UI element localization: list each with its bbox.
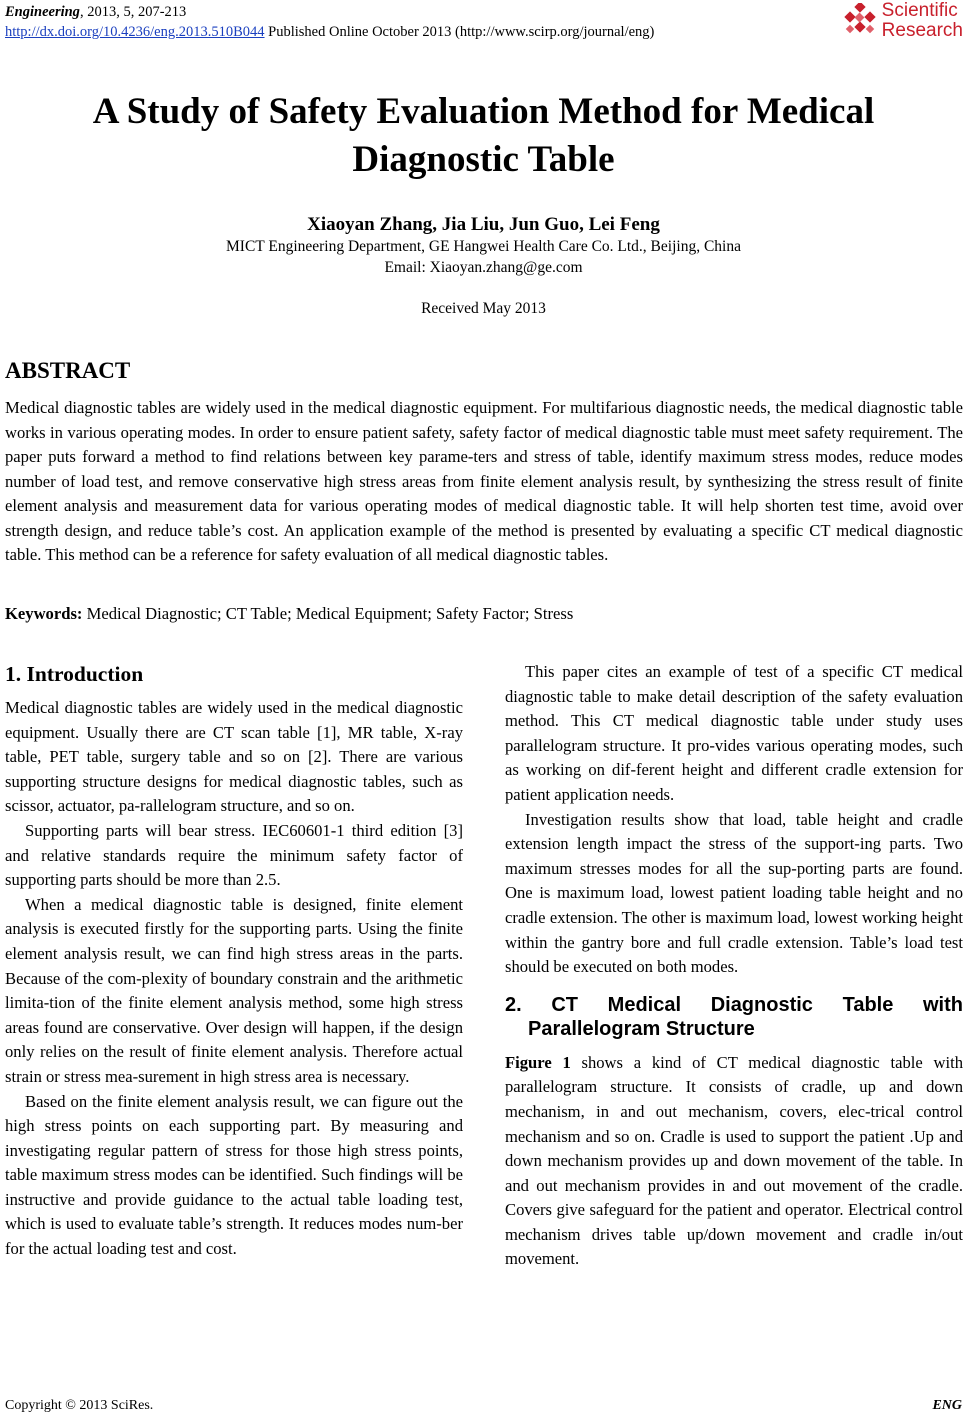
doi-link[interactable]: http://dx.doi.org/10.4236/eng.2013.510B044 — [5, 24, 265, 40]
journal-citation — [5, 2, 654, 22]
paragraph — [505, 1051, 963, 1272]
section-2-text: shows a kind of CT medical diagnostic table with parallelogram structure. It consists of cradle, up and down mechanism, in and out mechanism, covers, elec-trical control mechanism and so on. Cradle is used to support the patient .Up and down mechanism provides up and down movement of the table. In and out mechanism provides in and out movement of the cradle. Covers give safeguard for the patient and operator. Electrical control mechanism drives table up/down movement and cradle in/out movement. — [505, 1052, 963, 1269]
paragraph: Based on the finite element analysis result, we can figure out the high stress points on each supporting part. By measuring and investigating regular pattern of stress for those high stress points, table maximum stress modes can be identified. Such findings will be instructive and provide guidance to the actual table loading test, which is used to evaluate table’s strength. It reduces modes num-ber for the actual loading test and cost. — [5, 1091, 463, 1259]
logo-line-2: Research — [881, 20, 963, 41]
paragraph: Supporting parts will bear stress. IEC60601-1 third edition [3] and relative standards require the minimum safety factor of supporting parts should be more than 2.5. — [5, 820, 463, 890]
paragraph: Medical diagnostic tables are widely used in the medical diagnostic equipment. Usually there are CT scan table [1], MR table, X-ray table, PET table, surgery table and so on [2]. There are various supporting structure designs for medical diagnostic tables, such as scissor, actuator, pa-rallelogram structure, and so on. — [5, 698, 463, 816]
logo-line-1: Scientific — [881, 0, 958, 21]
running-header — [5, 2, 654, 42]
left-column — [5, 660, 463, 1262]
author-email: Email: Xiaoyan.zhang@ge.com — [384, 259, 583, 276]
published-online: Published Online October 2013 (http://www.scirp.org/journal/eng) — [264, 24, 655, 40]
author-list: Xiaoyan Zhang, Jia Liu, Jun Guo, Lei Feng — [307, 214, 660, 235]
paragraph: When a medical diagnostic table is designed, finite element analysis is executed firstly for the supporting parts. Using the finite element analysis result, we can find high stress areas in the parts. Because of the com-plexity of boundary constrain and the arithmetic limita-tion of the finite element analysis method, some high stress areas found are conservative. Over design will happen, if the design only relies on the result of finite element analysis. Therefore actual strain or stress mea-surement in high stress area is necessary. — [5, 894, 463, 1086]
doi-line — [5, 22, 654, 42]
citation-volume: , 2013, 5, 207-213 — [79, 4, 187, 20]
received-date: Received May 2013 — [421, 300, 546, 317]
publisher-logo — [842, 1, 963, 41]
keywords-text: Medical Diagnostic; CT Table; Medical Equipment; Safety Factor; Stress — [82, 604, 574, 623]
paper-title: A Study of Safety Evaluation Method for Medical Diagnostic Table — [92, 91, 875, 180]
abstract-text: Medical diagnostic tables are widely used in the medical diagnostic equipment. For multifarious diagnostic needs, the medical diagnostic table works in various operating modes. In order to ensure patient safety, safety factor of medical diagnostic table must meet safety requirement. The paper puts forward a method to find relations between key parame-ters and stress of table, identify maximum stress modes, reduce modes number of load test, and remove conservative high stress areas from finite element analysis result, by synthesizing the stress result of finite element analysis and measurement data for various operating modes of medical diagnostic table. It will help shorten test time, avoid over strength design, and reduce table’s cost. An application example of the method is presented by evaluating a specific CT medical diagnostic table. This method can be a reference for safety evaluation of all medical diagnostic tables. — [5, 398, 963, 564]
paragraph: This paper cites an example of test of a specific CT medical diagnostic table to make detail description of the safety evaluation method. This CT medical diagnostic table under study uses parallelogram structure. It pro-vides various operating modes, such as working on dif-ferent height and different cradle extension for patient application needs. — [505, 662, 963, 804]
section-2-heading: 2. CT Medical Diagnostic Table with Parallelogram Structure — [505, 993, 963, 1040]
figure-reference: Figure 1 — [505, 1052, 571, 1072]
keywords — [5, 604, 573, 624]
journal-name: Engineering — [5, 4, 80, 20]
abstract-heading: ABSTRACT — [5, 358, 131, 383]
copyright-footer: Copyright © 2013 SciRes. — [5, 1398, 154, 1413]
journal-abbreviation: ENG — [932, 1398, 962, 1413]
affiliation: MICT Engineering Department, GE Hangwei Health Care Co. Ltd., Beijing, China — [226, 238, 741, 255]
keywords-label: Keywords: — [5, 604, 83, 623]
paragraph: Investigation results show that load, table height and cradle extension length impact the stress of the support-ing parts. Two maximum stresses modes for all the sup-porting parts are found. One is maximum load, lowest patient loading table height and no cradle extension. The other is maximum load, lowest working height within the gantry bore and full cradle extension. Table’s load test should be executed on both modes. — [505, 809, 963, 977]
logo-wordmark — [882, 1, 963, 41]
section-1-heading: 1. Introduction — [5, 662, 144, 686]
scirp-logo-icon — [842, 3, 878, 39]
right-column — [505, 660, 963, 1272]
